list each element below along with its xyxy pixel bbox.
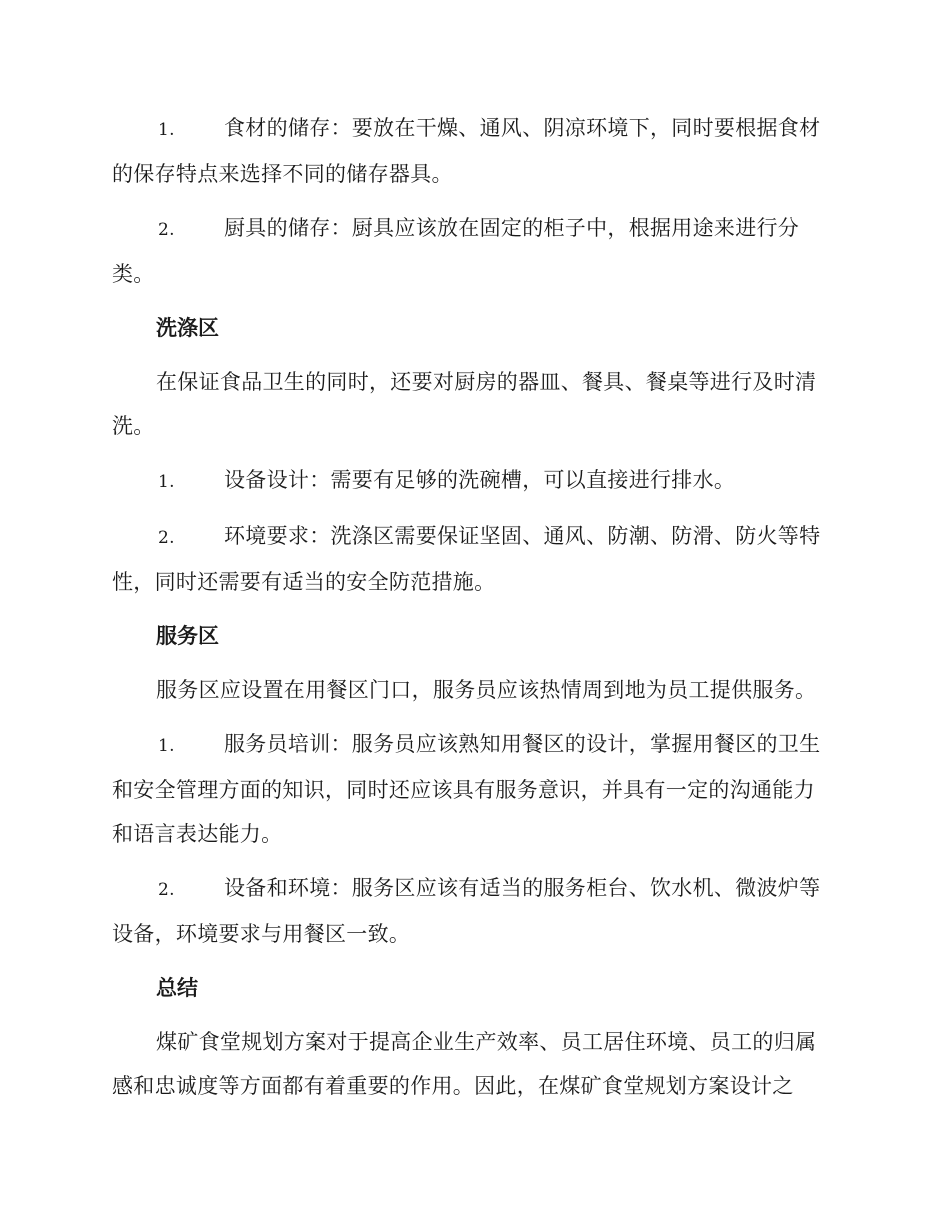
list-number: 2.: [158, 880, 175, 900]
list-number: 1.: [158, 472, 175, 492]
summary-text: 煤矿食堂规划方案对于提高企业生产效率、员工居住环境、员工的归属感和忠诚度等方面都有着重要的作用。因此，在煤矿食堂规划方案设计之: [112, 1030, 817, 1098]
list-text: 设备设计：需要有足够的洗碗槽，可以直接进行排水。: [224, 468, 736, 492]
storage-item-1: [112, 106, 834, 196]
document-page: [112, 106, 834, 1118]
list-number: 1.: [158, 120, 175, 140]
storage-item-2: [112, 206, 834, 296]
washing-item-2: [112, 514, 834, 604]
list-text: 服务员培训：服务员应该熟知用餐区的设计，掌握用餐区的卫生和安全管理方面的知识，同时还应该具有服务意识，并具有一定的沟通能力和语言表达能力。: [112, 732, 821, 846]
washing-intro: 在保证食品卫生的同时，还要对厨房的器皿、餐具、餐桌等进行及时清洗。: [112, 370, 817, 438]
list-number: 2.: [158, 220, 175, 240]
list-number: 1.: [158, 736, 175, 756]
list-text: 设备和环境：服务区应该有适当的服务柜台、饮水机、微波炉等设备，环境要求与用餐区一致。: [112, 876, 821, 946]
service-item-1: [112, 722, 834, 856]
section-heading-service: 服务区: [156, 624, 219, 648]
list-text: 厨具的储存：厨具应该放在固定的柜子中，根据用途来进行分类。: [112, 216, 800, 286]
service-intro: 服务区应设置在用餐区门口，服务员应该热情周到地为员工提供服务。: [156, 678, 817, 702]
list-text: 环境要求：洗涤区需要保证坚固、通风、防潮、防滑、防火等特性，同时还需要有适当的安全防范措施。: [112, 524, 821, 594]
list-number: 2.: [158, 528, 175, 548]
list-text: 食材的储存：要放在干燥、通风、阴凉环境下，同时要根据食材的保存特点来选择不同的储存器具。: [112, 116, 821, 186]
section-heading-summary: 总结: [156, 976, 198, 1000]
washing-item-1: [112, 458, 834, 504]
service-item-2: [112, 866, 834, 956]
section-heading-washing: 洗涤区: [156, 316, 219, 340]
